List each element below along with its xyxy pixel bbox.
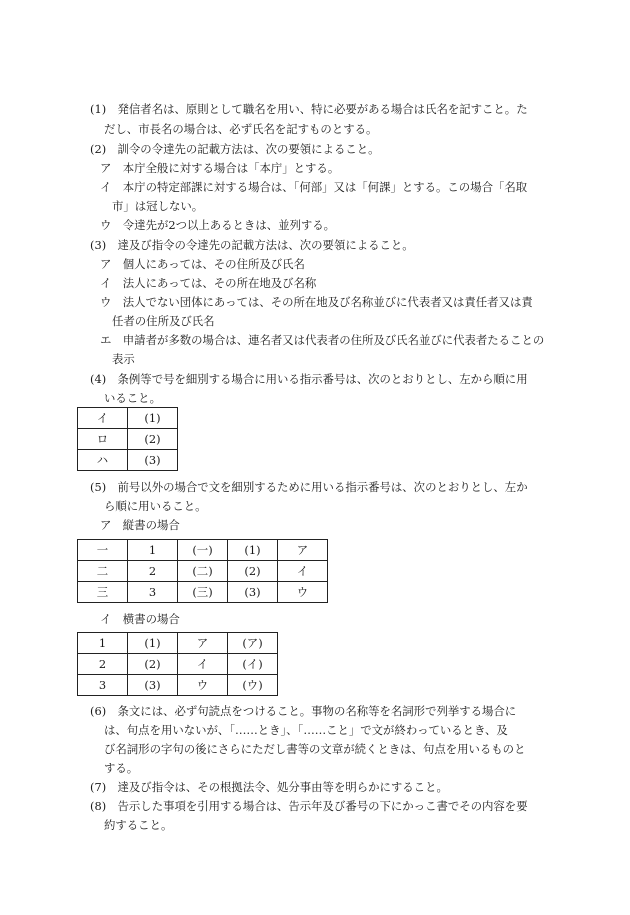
table-cell: ハ: [78, 450, 128, 471]
item-6-line-2: は、句点を用いないが、「……とき」、「……こと」で文が終わっているとき、及: [104, 723, 508, 737]
table-cell: (3): [228, 582, 278, 603]
table-cell: (3): [128, 450, 178, 471]
table-cell: (1): [128, 633, 178, 654]
table-cell: (二): [178, 561, 228, 582]
table-cell: イ: [78, 408, 128, 429]
table-cell: (1): [128, 408, 178, 429]
item-5-line-1: (5) 前号以外の場合で文を細別するために用いる指示番号は、次のとおりとし、左か: [90, 480, 528, 494]
table-cell: (ウ): [228, 675, 278, 696]
table-cell: (2): [128, 654, 178, 675]
table-cell: (1): [228, 540, 278, 561]
item-5-sub-a: ア 縦書の場合: [100, 518, 180, 532]
item-3-sub-d-line-1: エ 申請者が多数の場合は、連名者又は代表者の住所及び氏名並びに代表者たることの: [100, 333, 545, 347]
table-row: [78, 540, 328, 561]
item-4-line-2: いること。: [104, 391, 161, 405]
table-cell: 2: [128, 561, 178, 582]
item-2-sub-c: ウ 令達先が2つ以上あるときは、並列する。: [100, 218, 336, 232]
table-row: [78, 429, 178, 450]
table-cell: (3): [128, 675, 178, 696]
table-cell: (ア): [228, 633, 278, 654]
item-6-line-1: (6) 条文には、必ず句読点をつけること。事物の名称等を名詞形で列挙する場合に: [90, 704, 517, 718]
item-3-sub-c-line-1: ウ 法人でない団体にあっては、その所在地及び名称並びに代表者又は責任者又は責: [100, 295, 533, 309]
table-row: [78, 408, 178, 429]
table-row: [78, 654, 278, 675]
table-cell: (2): [128, 429, 178, 450]
table-cell: (イ): [228, 654, 278, 675]
table-cell: 1: [78, 633, 128, 654]
table-cell: ウ: [278, 582, 328, 603]
table-cell: (三): [178, 582, 228, 603]
item-8-line-2: 約すること。: [104, 818, 173, 832]
table-cell: ア: [278, 540, 328, 561]
item-1-line-1: (1) 発信者名は、原則として職名を用い、特に必要がある場合は氏名を記すこと。た: [90, 102, 528, 116]
table-cell: 3: [128, 582, 178, 603]
item-5-sub-b: イ 横書の場合: [100, 612, 180, 626]
item-3-line-1: (3) 達及び指令の令達先の記載方法は、次の要領によること。: [90, 238, 414, 252]
table-cell: イ: [178, 654, 228, 675]
item-6-line-4: する。: [104, 761, 139, 775]
item-2-sub-b-line-1: イ 本庁の特定部課に対する場合は、「何部」又は「何課」とする。この場合「名取: [100, 180, 528, 194]
table-cell: ロ: [78, 429, 128, 450]
item-1-line-2: だし、市長名の場合は、必ず氏名を記すものとする。: [104, 122, 378, 136]
table-cell: 三: [78, 582, 128, 603]
table-row: [78, 561, 328, 582]
item-3-sub-b: イ 法人にあっては、その所在地及び名称: [100, 276, 317, 290]
numbering-table-vertical: [77, 539, 328, 603]
item-2-sub-b-line-2: 市」は冠しない。: [112, 199, 204, 213]
table-row: [78, 582, 328, 603]
item-6-line-3: び名詞形の字句の後にさらにただし書等の文章が続くときは、句点を用いるものと: [104, 742, 526, 756]
table-cell: イ: [278, 561, 328, 582]
item-3-sub-d-line-2: 表示: [112, 352, 135, 366]
numbering-table-horizontal: [77, 632, 278, 696]
item-2-line-1: (2) 訓令の令達先の記載方法は、次の要領によること。: [90, 142, 380, 156]
numbering-table-item-4: [77, 407, 178, 471]
table-cell: (一): [178, 540, 228, 561]
table-cell: (2): [228, 561, 278, 582]
table-row: [78, 675, 278, 696]
table-row: [78, 633, 278, 654]
item-2-sub-a: ア 本庁全般に対する場合は「本庁」とする。: [100, 161, 340, 175]
item-5-line-2: ら順に用いること。: [104, 499, 207, 513]
table-row: [78, 450, 178, 471]
item-8-line-1: (8) 告示した事項を引用する場合は、告示年及び番号の下にかっこ書でその内容を要: [90, 799, 528, 813]
table-cell: 3: [78, 675, 128, 696]
table-cell: ウ: [178, 675, 228, 696]
item-3-sub-a: ア 個人にあっては、その住所及び氏名: [100, 257, 305, 271]
table-cell: 1: [128, 540, 178, 561]
table-cell: 二: [78, 561, 128, 582]
table-cell: ア: [178, 633, 228, 654]
table-cell: 一: [78, 540, 128, 561]
item-3-sub-c-line-2: 任者の住所及び氏名: [112, 314, 215, 328]
table-cell: 2: [78, 654, 128, 675]
item-4-line-1: (4) 条例等で号を細別する場合に用いる指示番号は、次のとおりとし、左から順に用: [90, 372, 528, 386]
item-7-line-1: (7) 達及び指令は、その根拠法令、処分事由等を明らかにすること。: [90, 780, 448, 794]
